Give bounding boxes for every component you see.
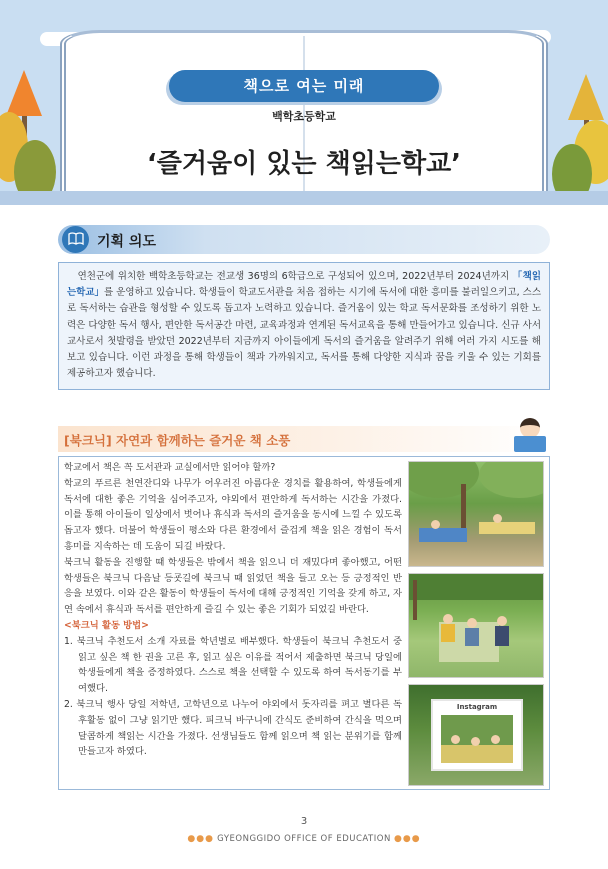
intent-text-a: 연천군에 위치한 백학초등학교는 전교생 36명의 6학급으로 구성되어 있으며, 2022년부터 2024년까지 bbox=[77, 271, 513, 282]
method-item: 1. 북크닉 추천도서 소개 자료를 학년별로 배부했다. 학생들이 북크닉 추천도서 중 읽고 싶은 책 한 권을 고른 후, 읽고 싶은 이유를 적어서 제출하면 북크닉 당일에 학생들에게 책을 증정하였다. 스스로 책을 선택할 수 있도록 하여 독서동기를 부여했다. bbox=[64, 635, 402, 695]
method-subtitle: <북크닉 활동 방법> bbox=[64, 619, 149, 631]
program-name-highlight: 「책읽는학교」 bbox=[67, 271, 541, 299]
intent-text-box bbox=[58, 262, 550, 390]
article-text bbox=[64, 460, 402, 760]
book-icon bbox=[62, 226, 89, 253]
footer-dots: ●●● bbox=[394, 834, 421, 844]
photo-instagram-frame bbox=[408, 684, 544, 786]
paragraph: 학교의 푸르른 천연잔디와 나무가 어우러진 아름다운 경치를 활용하여, 학생들에게 독서에 대한 좋은 기억을 심어주고자, 야외에서 편안하게 독서하는 시간을 가졌다. 이를 통해 아이들이 일상에서 벗어나 휴식과 독서의 즐거움을 동시에 느낄 수 있도록 돕고자 했다. 더불어 학생들이 평소와 다른 환경에서 즐겁게 책을 읽은 경험이 독서 흥미를 지속하는 데 도움이 되길 바랐다. bbox=[64, 477, 402, 552]
section-title: 기획 의도 bbox=[97, 234, 156, 250]
section-title: [북크닉] 자연과 함께하는 즐거운 책 소풍 bbox=[64, 433, 291, 448]
instagram-photo-frame bbox=[431, 699, 523, 771]
footer-org bbox=[0, 834, 608, 844]
reading-child-illustration bbox=[512, 414, 548, 454]
method-item: 2. 북크닉 행사 당일 저학년, 고학년으로 나누어 야외에서 돗자리를 펴고 별다른 독후활동 없이 그냥 읽기만 했다. 피크닉 바구니에 간식도 준비하여 간식을 먹으며 달콤하게 책읽는 시간을 가졌다. 선생님들도 함께 읽으며 책 읽는 분위기를 함께 만들고자 하였다. bbox=[64, 698, 402, 758]
paragraph: 학교에서 책은 꼭 도서관과 교실에서만 읽어야 할까? bbox=[64, 462, 276, 473]
ground-strip bbox=[0, 191, 608, 205]
org-name: GYEONGGIDO OFFICE OF EDUCATION bbox=[217, 834, 391, 844]
frame-label: Instagram bbox=[456, 703, 498, 711]
page-number: 3 bbox=[300, 816, 308, 827]
intent-text-b: 를 운영하고 있습니다. 학생들이 학교도서관을 처음 접하는 시기에 독서에 대한 흥미를 불러일으키고, 스스로 독서하는 습관을 형성할 수 있도록 돕고자 노력하고 있습니다. 즐거움이 있는 학교 독서문화를 조성하기 위한 노력은 다양한 독서 행사, 편안한 독서공간 마련, 교육과정과 연계된 독서교육을 통해 만들어가고 있습니다. 신규 사서교사로서 첫발령을 받았던 2022년부터 지금까지 아이들에게 독서의 즐거움을 알려주기 위해 여러 가지 시도를 해보고 있습니다. 이런 과정을 통해 학생들이 책과 가까워지고, 독서를 통해 다양한 지식과 꿈을 키울 수 있는 기회를 제공하고자 했습니다. bbox=[67, 287, 542, 380]
page-title: ‘즐거움이 있는 책읽는학교’ bbox=[146, 149, 462, 179]
school-name: 백학초등학교 bbox=[272, 110, 336, 123]
footer-dots: ●●● bbox=[187, 834, 214, 844]
photo-reading-under-trees bbox=[408, 461, 544, 567]
photo-picnic-on-lawn bbox=[408, 573, 544, 678]
paragraph: 북크닉 활동을 진행할 때 학생들은 밖에서 책을 읽으니 더 재밌다며 좋아했고, 어떤 학생들은 북크닉 다음날 등굣길에 북크닉 때 읽었던 책을 들고 오는 등 긍정적인 반응을 보였다. 이와 같은 활동이 학생들이 독서에 대해 긍정적인 기억을 갖게 하고, 자연 속에서 휴식과 독서를 편안하게 즐길 수 있는 좋은 기회가 되었길 바란다. bbox=[64, 556, 402, 616]
series-pill-label: 책으로 여는 미래 bbox=[169, 70, 439, 102]
